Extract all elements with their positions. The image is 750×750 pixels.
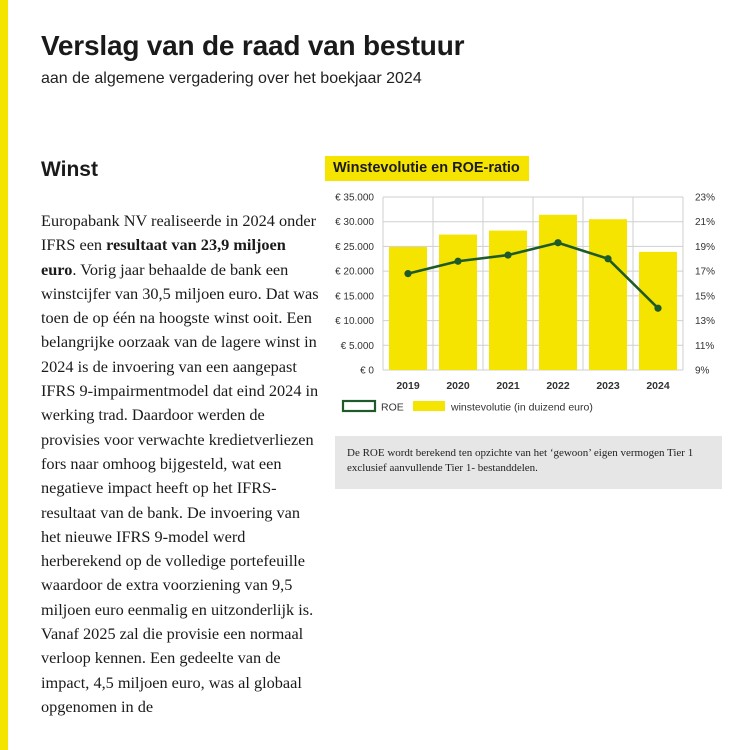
y-right-tick-label: 15% bbox=[695, 291, 716, 303]
body-paragraph bbox=[41, 209, 323, 719]
x-tick-label: 2023 bbox=[596, 380, 620, 392]
y-right-tick-label: 19% bbox=[695, 241, 716, 253]
chart bbox=[325, 186, 725, 426]
y-left-tick-label: € 5.000 bbox=[340, 340, 374, 352]
chart-legend bbox=[343, 401, 593, 414]
body-text-highlight: resultaat van 23,9 miljoen euro bbox=[41, 235, 286, 279]
bar bbox=[589, 219, 627, 370]
y-right-tick-label: 9% bbox=[695, 365, 710, 377]
y-left-tick-label: € 35.000 bbox=[335, 192, 374, 204]
x-tick-label: 2019 bbox=[396, 380, 420, 392]
roe-point bbox=[604, 255, 611, 262]
bar bbox=[539, 215, 577, 370]
accent-bar bbox=[0, 0, 8, 750]
y-left-tick-label: € 20.000 bbox=[335, 266, 374, 278]
y-right-tick-label: 11% bbox=[695, 340, 715, 352]
chart-grid bbox=[383, 197, 683, 370]
y-left-tick-label: € 15.000 bbox=[335, 291, 374, 303]
legend-swatch-bars bbox=[413, 401, 445, 411]
x-tick-label: 2021 bbox=[496, 380, 520, 392]
bar bbox=[389, 247, 427, 370]
y-right-tick-label: 23% bbox=[695, 192, 716, 204]
legend-label-bars: winstevolutie (in duizend euro) bbox=[451, 401, 593, 414]
y-left-tick-label: € 30.000 bbox=[335, 217, 374, 229]
bar bbox=[439, 235, 477, 370]
legend-swatch-roe bbox=[343, 401, 375, 411]
body-text-start: Europabank NV realiseerde in 2024 onder IFRS een bbox=[41, 211, 317, 255]
roe-point bbox=[404, 270, 411, 277]
y-left-tick-label: € 10.000 bbox=[335, 316, 374, 328]
page-subtitle: aan de algemene vergadering over het boekjaar 2024 bbox=[41, 70, 422, 87]
x-tick-label: 2024 bbox=[646, 380, 670, 392]
x-tick-label: 2020 bbox=[446, 380, 470, 392]
chart-note-text: De ROE wordt berekend ten opzichte van het ‘gewoon’ eigen vermogen Tier 1 exclusief aanvullende Tier 1- bestanddelen. bbox=[347, 447, 694, 474]
y-left-tick-label: € 0 bbox=[360, 365, 374, 377]
chart-title: Winstevolutie en ROE-ratio bbox=[325, 156, 529, 181]
chart-note bbox=[335, 436, 722, 489]
y-right-tick-label: 13% bbox=[695, 316, 716, 328]
y-left-tick-label: € 25.000 bbox=[335, 241, 374, 253]
section-heading: Winst bbox=[41, 158, 98, 181]
roe-point bbox=[504, 251, 511, 258]
body-text-rest: . Vorig jaar behaalde de bank een winstcijfer van 30,5 miljoen euro. Dat was toen de op één na hoogste winst ooit. Een belangrijke oorzaak van de lagere winst in 2024 is de invoering van een aangepast IFRS 9-impairmentmodel dat eind 2024 in werking trad. Daardoor werden de provisies voor verwachte kredietverliezen fors naar omhoog bijgesteld, wat een negatieve impact heeft op het IFRS-resultaat van de bank. De invoering van het nieuwe IFRS 9-model werd herberekend op de volledige portefeuille waardoor de extra voorziening van 9,5 miljoen euro eenmalig en uitzonderlijk is. Vanaf 2025 zal die provisie een normaal verloop kennen. Een gedeelte van de impact, 4,5 miljoen euro, was al globaal opgenomen in de bbox=[41, 259, 319, 716]
legend-label-roe: ROE bbox=[381, 401, 404, 414]
roe-point bbox=[454, 258, 461, 265]
roe-point bbox=[654, 305, 661, 312]
page-title: Verslag van de raad van bestuur bbox=[41, 30, 465, 61]
roe-point bbox=[554, 239, 561, 246]
y-right-tick-label: 21% bbox=[695, 217, 716, 229]
y-right-tick-label: 17% bbox=[695, 266, 716, 278]
x-tick-label: 2022 bbox=[546, 380, 570, 392]
